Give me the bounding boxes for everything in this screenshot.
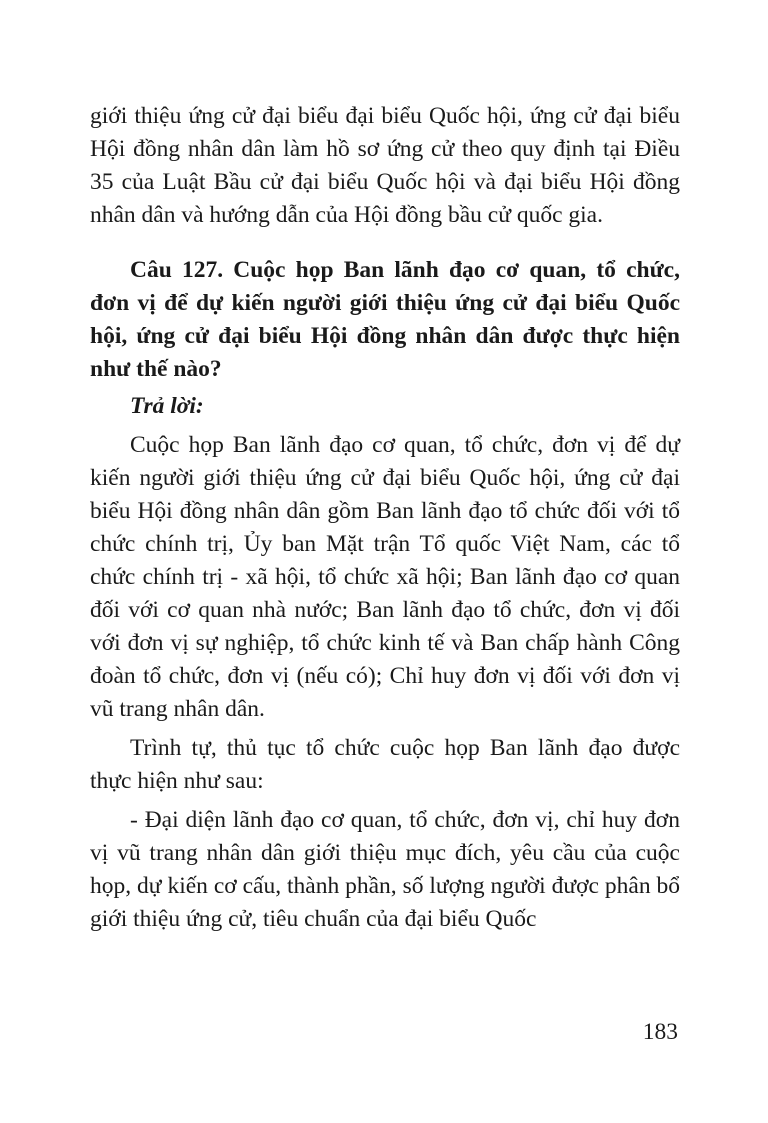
answer-paragraph-3: - Đại diện lãnh đạo cơ quan, tổ chức, đơn vị, chỉ huy đơn vị vũ trang nhân dân giới thiệu mục đích, yêu cầu của cuộc họp, dự kiến cơ cấu, thành phần, số lượng người được phân bổ giới thiệu ứng cử, tiêu chuẩn của đại biểu Quốc xyxy=(90,807,680,932)
page-number: 183 xyxy=(642,1019,678,1045)
continuation-paragraph: giới thiệu ứng cử đại biểu đại biểu Quốc hội, ứng cử đại biểu Hội đồng nhân dân làm hồ sơ ứng cử theo quy định tại Điều 35 của Luật Bầu cử đại biểu Quốc hội và đại biểu Hội đồng nhân dân và hướng dẫn của Hội đồng bầu cử quốc gia. xyxy=(90,103,680,228)
question-heading: Câu 127. Cuộc họp Ban lãnh đạo cơ quan, tổ chức, đơn vị để dự kiến người giới thiệu ứng cử đại biểu Quốc hội, ứng cử đại biểu Hội đồng nhân dân được thực hiện như thế nào? xyxy=(90,257,680,382)
answer-paragraph-1: Cuộc họp Ban lãnh đạo cơ quan, tổ chức, đơn vị để dự kiến người giới thiệu ứng cử đại biểu Quốc hội, ứng cử đại biểu Hội đồng nhân dân gồm Ban lãnh đạo tổ chức đối với tổ chức chính trị, Ủy ban Mặt trận Tổ quốc Việt Nam, các tổ chức chính trị - xã hội, tổ chức xã hội; Ban lãnh đạo cơ quan đối với cơ quan nhà nước; Ban lãnh đạo tổ chức, đơn vị đối với đơn vị sự nghiệp, tổ chức kinh tế và Ban chấp hành Công đoàn tổ chức, đơn vị (nếu có); Chỉ huy đơn vị đối với đơn vị vũ trang nhân dân. xyxy=(90,432,680,722)
answer-label: Trả lời: xyxy=(130,393,204,419)
page-content xyxy=(90,100,680,936)
answer-paragraph-2: Trình tự, thủ tục tổ chức cuộc họp Ban lãnh đạo được thực hiện như sau: xyxy=(90,735,680,794)
